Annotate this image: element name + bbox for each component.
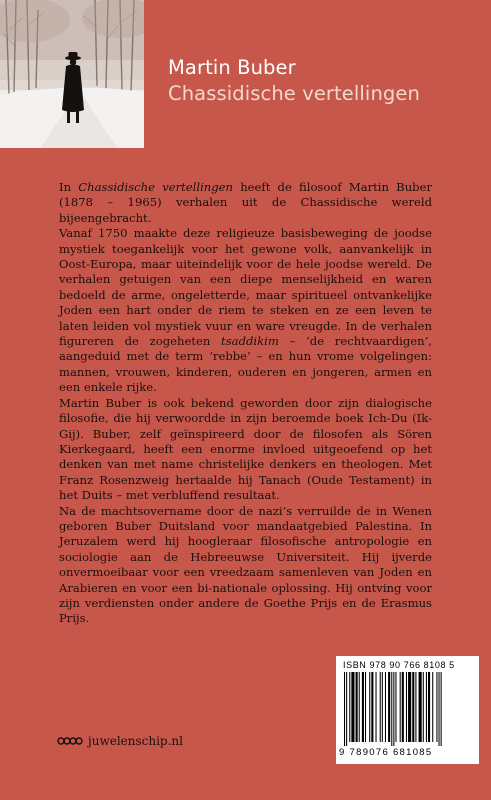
barcode-bar	[351, 672, 354, 742]
barcode-bar	[385, 672, 386, 742]
cover-photo	[0, 0, 144, 148]
book-title: Chassidische vertellingen	[168, 82, 420, 105]
barcode-bar	[359, 672, 360, 742]
barcode-bar	[412, 672, 414, 742]
blurb-paragraph	[59, 180, 432, 226]
barcode-box	[336, 656, 479, 764]
blurb-text-run: In	[59, 180, 79, 194]
barcode-bar	[432, 672, 433, 742]
barcode-bar	[365, 672, 366, 742]
barcode-bar	[349, 672, 350, 742]
blurb-paragraph	[59, 226, 432, 395]
publisher	[57, 731, 183, 750]
blurb-text-run: heeft de filosoof Martin Buber (1878 – 1965) verhalen uit de Chassidische wereld bijeengebracht.	[59, 180, 432, 225]
barcode-bar	[393, 672, 394, 746]
barcode-bar	[395, 672, 396, 742]
barcode-digits: 9 789076 681085	[339, 747, 433, 758]
blurb-text-run: – ‘de rechtvaardigen’, aangeduid met de term ‘rebbe’ – en hun vrome volgelingen: mannen, vrouwen, kinderen, ouderen en jongeren, armen en een enkele rijke.	[59, 334, 432, 395]
publisher-name: juwelenschip.nl	[88, 733, 183, 748]
barcode-bar	[344, 672, 345, 746]
barcode-bar	[423, 672, 424, 742]
ornament-logo-icon	[57, 731, 83, 750]
barcode-bar	[369, 672, 370, 742]
barcode-bar	[428, 672, 430, 742]
blurb-paragraph: Na de machtsovername door de nazi’s verruilde de in Wenen geboren Buber Duitsland voor mandaatgebied Palestina. In Jeruzalem werd hij hoogleraar filosofische antropologie en sociologie aan de Hebreeuwse Universiteit. Hij ijverde onvermoeibaar voor een vreedzaam samenleven van Joden en Arabieren en voor een bi-nationale oplossing. Hij ontving voor zijn verdiensten onder andere de Goethe Prijs en de Erasmus Prijs.	[59, 503, 432, 626]
isbn-label: ISBN 978 90 766 8108 5	[343, 660, 455, 670]
barcode-bar	[380, 672, 381, 742]
barcode-bar	[388, 672, 390, 742]
barcode-bar	[406, 672, 407, 742]
barcode-bar	[415, 672, 416, 742]
barcode-bar	[402, 672, 404, 742]
barcode-bar	[362, 672, 364, 742]
blurb-text	[59, 180, 432, 627]
blurb-italic-title: Chassidische vertellingen	[78, 180, 234, 194]
blurb-paragraph: Martin Buber is ook bekend geworden door zijn dialogische filosofie, die hij verwoordde in zijn beroemde boek Ich-Du (Ik-Gij). Buber, zelf geïnspireerd door de filosofen als Sören Kierkegaard, heeft een enorme invloed uitgeoefend op het denken van met name christelijke denkers en theologen. Met Franz Rosenzweig hertaalde hij Tanach (Oude Testament) in het Duits – met verbluffend resultaat.	[59, 395, 432, 503]
blurb-text-run: Vanaf 1750 maakte deze religieuze basisbeweging de joodse mystiek toegankelijk voor het gewone volk, aanvankelijk in Oost-Europa, maar uiteindelijk voor de hele joodse wereld. De verhalen getuigen van een diepe menselijkheid en waren bedoeld de arme, ongeletterde, maar spiritueel ontvankelijke Joden een hart onder de riem te steken en ze een leven te laten leiden vol mystiek vuur en ware vreugde. In de verhalen figureren de zogeheten	[59, 226, 432, 349]
barcode-bar	[441, 672, 442, 746]
barcode-bar	[391, 672, 392, 746]
barcode-bar	[436, 672, 437, 742]
barcode-bar	[439, 672, 440, 746]
blurb-italic-term: tsaddikim	[221, 334, 279, 349]
author-name: Martin Buber	[168, 56, 296, 79]
barcode-bar	[408, 672, 411, 742]
barcode-bar	[419, 672, 422, 742]
barcode-bar	[376, 672, 377, 742]
barcode-bar	[371, 672, 373, 742]
barcode-bar	[346, 672, 347, 746]
barcode-bar	[356, 672, 358, 742]
barcode-bar	[382, 672, 383, 742]
barcode-bars	[344, 672, 470, 746]
barcode-bar	[400, 672, 401, 742]
barcode-bar	[426, 672, 427, 742]
